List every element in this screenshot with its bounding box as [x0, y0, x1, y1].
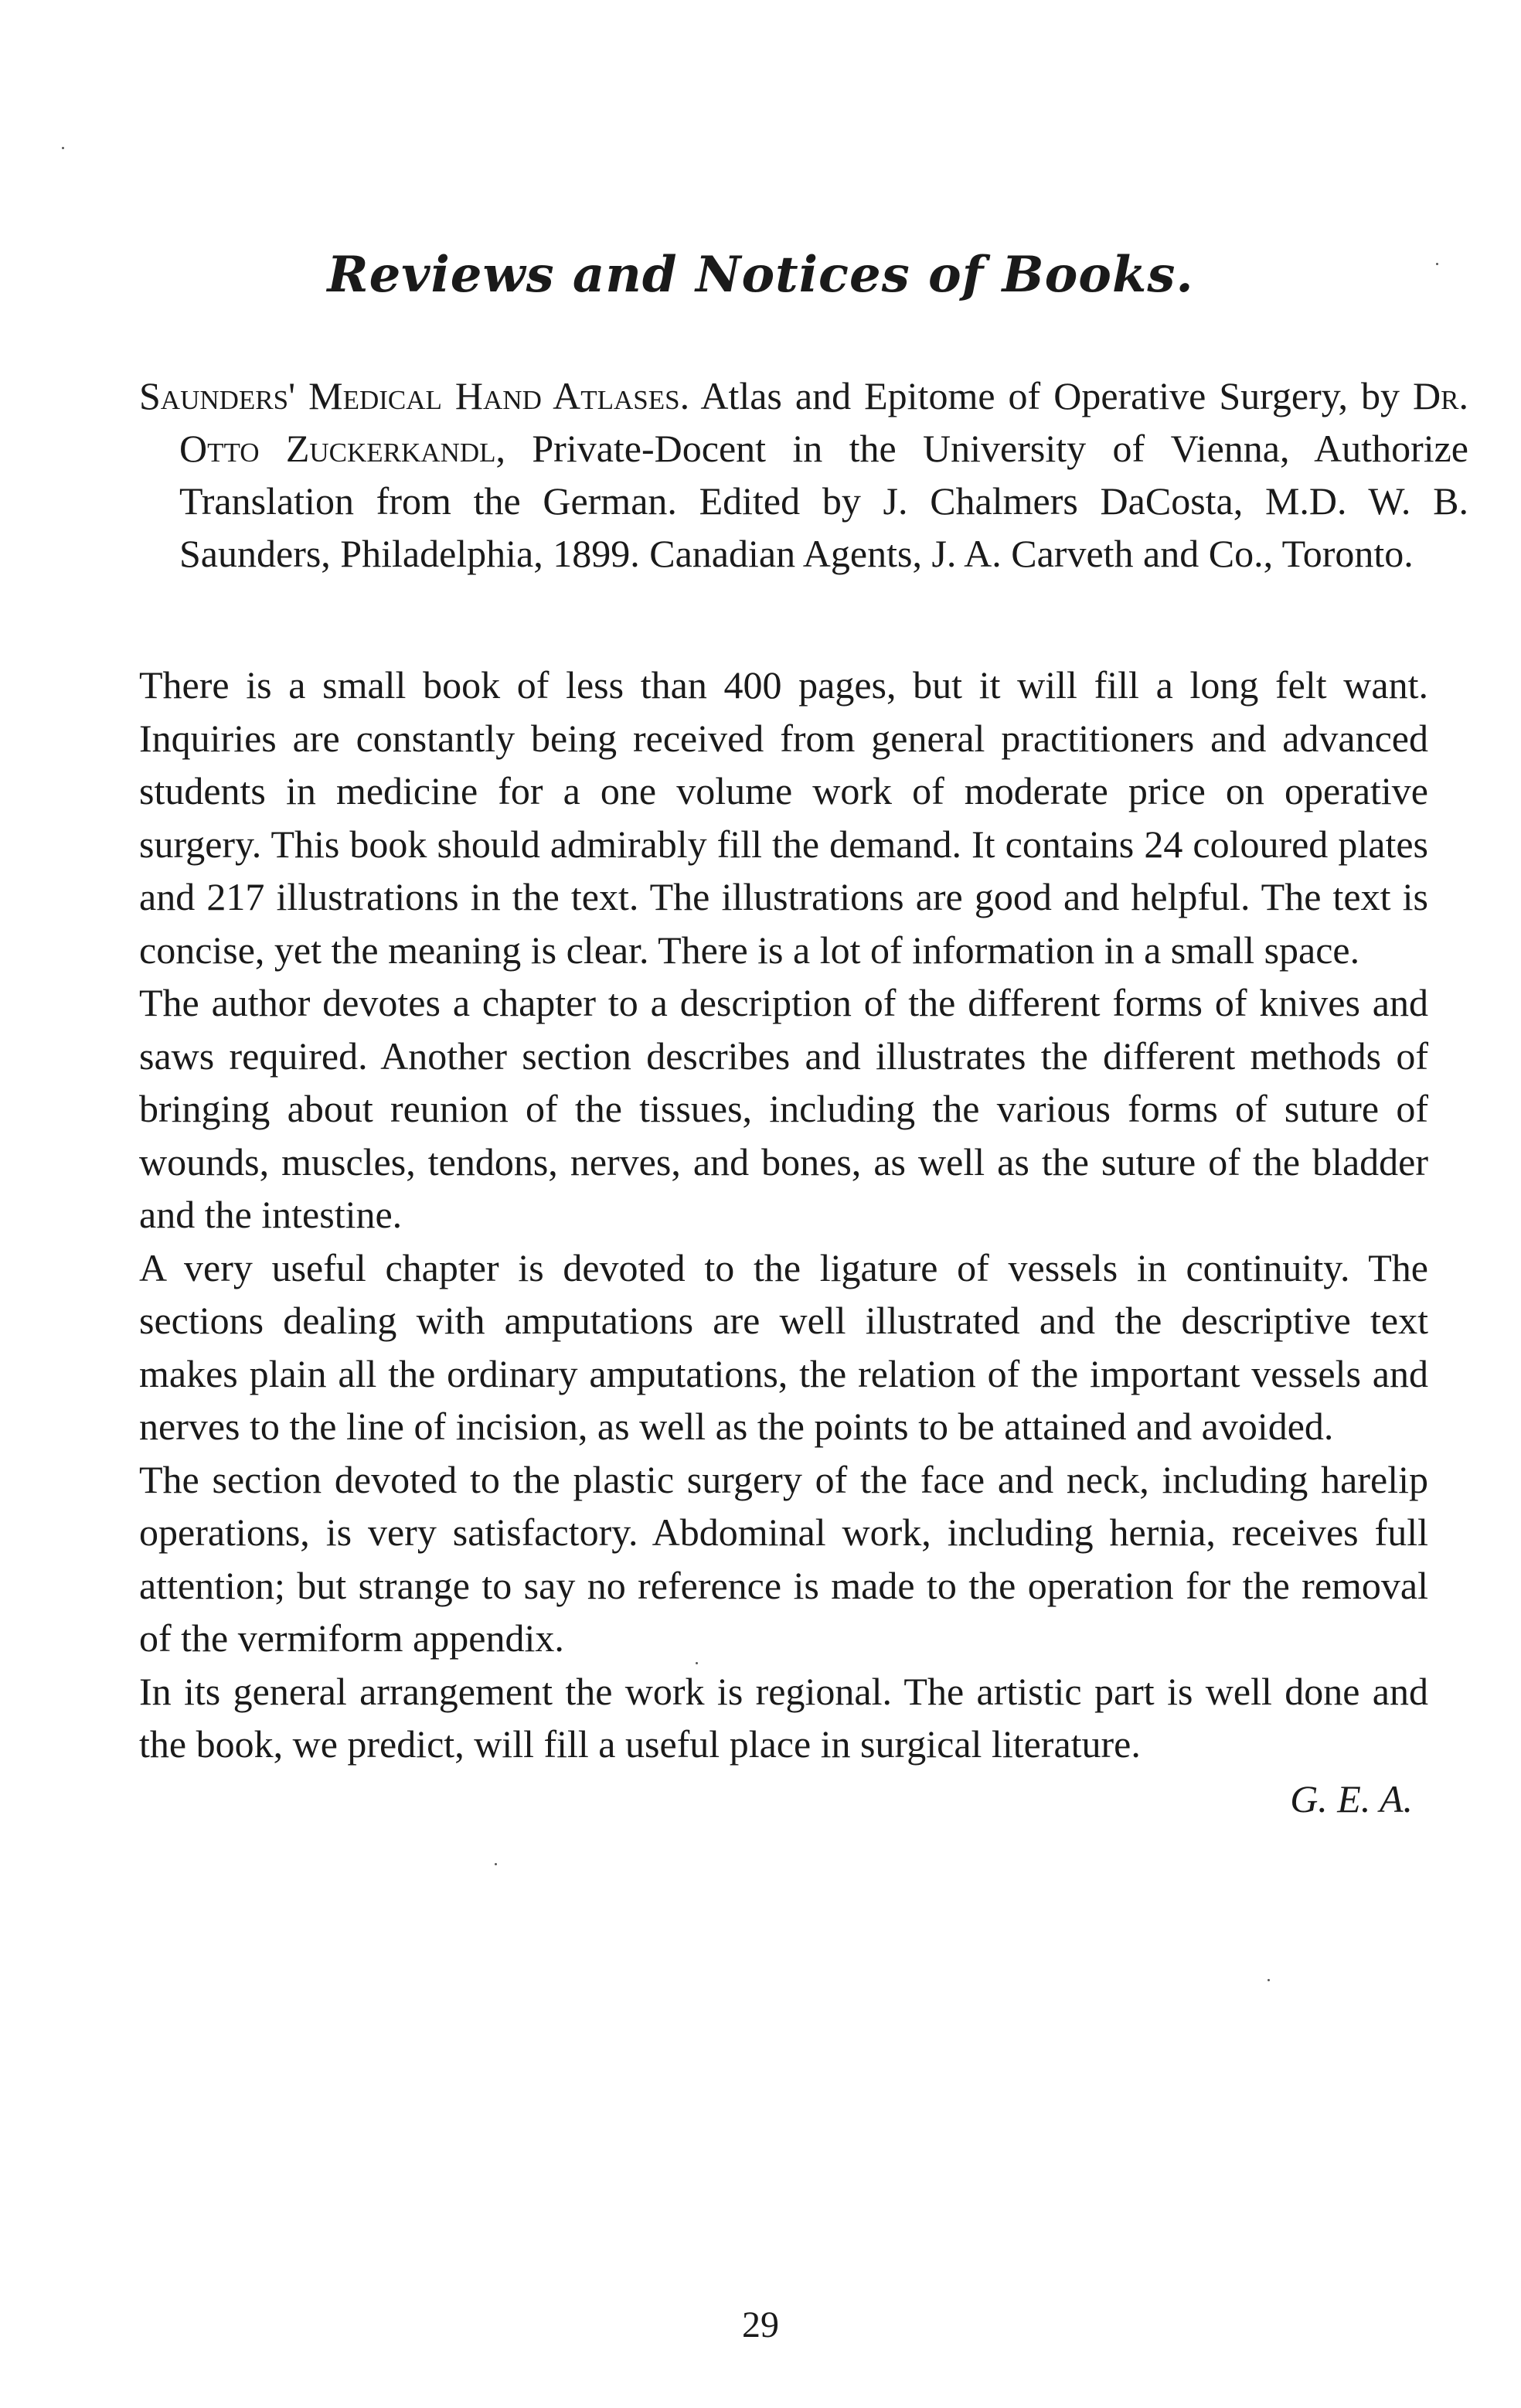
review-body	[139, 659, 1428, 1771]
author-name: Dr. Otto Zuckerkandl,	[179, 374, 1468, 470]
paragraph: The section devoted to the plastic surgery of the face and neck, including harelip operations, is very satisfactory. Abdominal work, including hernia, receives full attention; but strange to say no reference is made to the operation for the removal of the vermiform appendix.	[139, 1457, 1428, 1660]
paragraph: A very useful chapter is devoted to the ligature of vessels in continuity. The sections dealing with amputations are well illustrated and the descriptive text makes plain all the ordinary amputations, the relation of the important vessels and nerves to the line of incision, as well as the points to be attained and avoided.	[139, 1245, 1428, 1448]
scan-speck	[1268, 1979, 1270, 1981]
paragraph: There is a small book of less than 400 pages, but it will fill a long felt want. Inquiries are constantly being received from general practitioners and advanced students in medicine for a one volume work of moderate price on operative surgery. This book should admirably fill the demand. It contains 24 coloured plates and 217 illustrations in the text. The illustrations are good and helpful. The text is concise, yet the meaning is clear. There is a lot of information in a small space.	[139, 663, 1428, 972]
citation-text-a: Atlas and Epitome of Operative Surgery, by	[689, 374, 1414, 417]
paragraph: The author devotes a chapter to a description of the different forms of knives and saws required. Another section describes and illustrates the different methods of bringing about reunion of the tissues, including the various forms of suture of wounds, muscles, tendons, nerves, and bones, as well as the suture of the bladder and the intestine.	[139, 981, 1428, 1236]
scan-speck	[696, 1662, 698, 1664]
section-heading: Reviews and Notices of Books.	[327, 246, 1194, 304]
scan-speck	[1436, 263, 1438, 265]
citation-text-b: Privatе-Docent in the University of Vienna, Authorize Translation from the German. Edited by J. Chalmers DaCosta, M.D. W. B. Saunders, Philadelphia, 1899. Canadian Agents, J. A. Carveth and Co., Toronto.	[179, 427, 1468, 575]
reviewer-signature: G. E. A.	[1290, 1777, 1413, 1820]
scan-speck	[62, 147, 64, 149]
paragraph: In its general arrangement the work is regional. The artistic part is well done and the book, we predict, will fill a useful place in surgical literature.	[139, 1669, 1428, 1766]
page-number: 29	[742, 2304, 779, 2345]
book-citation	[139, 370, 1468, 580]
series-title: Saunders' Medical Hand Atlases.	[139, 374, 690, 417]
scan-speck	[495, 1863, 497, 1865]
